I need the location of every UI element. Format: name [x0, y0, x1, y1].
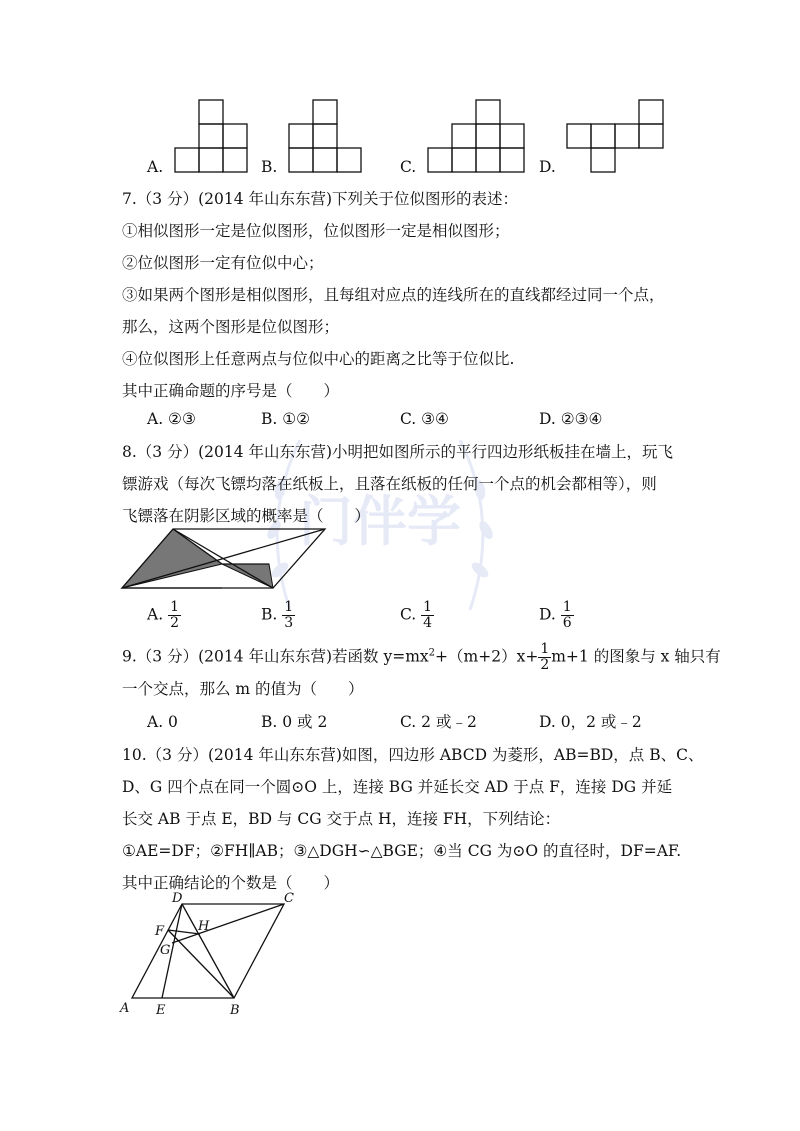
- point-label-f: F: [155, 924, 165, 939]
- point-label-e: E: [156, 1003, 166, 1018]
- q8-option-c-label: C.: [400, 605, 417, 624]
- q9-options: [0, 711, 800, 735]
- q8-option-a[interactable]: [147, 600, 181, 631]
- q8-parallelogram-figure: [118, 527, 330, 591]
- q8-line-1: 8.（3 分）(2014 年山东东营)小明把如图所示的平行四边形纸板挂在墙上，玩飞: [122, 443, 674, 461]
- q7-option-b[interactable]: B. ①②: [261, 410, 311, 428]
- q8-line-2: 镖游戏（每次飞镖均落在纸板上，且落在纸板的任何一个点的机会都相等），则: [122, 475, 657, 493]
- point-label-b: B: [230, 1003, 240, 1018]
- q8-option-b-label: B.: [261, 605, 278, 624]
- q9-func-a: y=mx: [383, 647, 429, 666]
- q7-statement-3b: 那么，这两个图形是位似图形；: [122, 318, 340, 336]
- q9-fraction: $\frac{1}{2}$: [540, 641, 550, 673]
- q9-line-2: 一个交点，那么 m 的值为（ ）: [122, 680, 364, 698]
- q9-option-c[interactable]: C. 2 或﹣2: [400, 713, 477, 731]
- q10-rhombus-figure: [114, 890, 304, 1018]
- q7-stem: 7.（3 分）(2014 年山东东营)下列关于位似图形的表述：: [122, 190, 519, 208]
- q6-figure-b: [288, 99, 364, 173]
- q7-statement-4: ④位似图形上任意两点与位似中心的距离之比等于位似比.: [122, 350, 515, 368]
- q10-line-3: 长交 AB 于点 E，BD 与 CG 交于点 H，连接 FH，下列结论：: [122, 810, 561, 828]
- q6-figure-c: [427, 99, 527, 173]
- q6-option-d-label: D.: [539, 158, 556, 176]
- q9-func-sup: 2: [428, 647, 436, 659]
- q8-option-d-label: D.: [539, 605, 556, 624]
- q7-option-c[interactable]: C. ③④: [400, 410, 449, 428]
- q7-options: [0, 408, 800, 432]
- q8-options: [0, 594, 800, 630]
- q7-option-a[interactable]: A. ②③: [147, 410, 196, 428]
- q8-line-3: 飞镖落在阴影区域的概率是（ ）: [122, 507, 371, 525]
- q10-line-4: ①AE=DF；②FH∥AB；③△DGH∽△BGE；④当 CG 为⊙O 的直径时，DF=AF.: [122, 842, 682, 860]
- watermark-text: 门伴学: [299, 489, 461, 553]
- q8-shaded-right: [222, 564, 273, 588]
- q9-option-d[interactable]: D. 0，2 或﹣2: [539, 713, 642, 731]
- q8-option-a-fraction: $\frac{1}{2}$: [170, 599, 179, 631]
- q6-option-b-label: B.: [261, 158, 278, 176]
- q6-option-a-label: A.: [147, 158, 164, 176]
- q8-option-b[interactable]: [261, 600, 295, 631]
- q9-line-1: [122, 642, 721, 673]
- q6-figure-a: [174, 99, 250, 173]
- point-label-c: C: [284, 891, 294, 906]
- q8-shaded-left: [122, 529, 222, 588]
- q8-option-c-fraction: $\frac{1}{4}$: [423, 599, 433, 631]
- q9-prefix: 9.（3 分）(2014 年山东东营)若函数: [122, 647, 384, 666]
- q8-option-d[interactable]: [539, 600, 574, 631]
- q7-statement-3a: ③如果两个图形是相似图形，且每组对应点的连线所在的直线都经过同一个点，: [122, 286, 665, 304]
- q9-option-b[interactable]: B. 0 或 2: [261, 713, 328, 731]
- q9-option-a[interactable]: A. 0: [147, 713, 178, 731]
- q7-question: 其中正确命题的序号是（ ）: [122, 382, 340, 400]
- q6-option-c-label: C.: [400, 158, 417, 176]
- q7-statement-2: ②位似图形一定有位似中心；: [122, 254, 324, 272]
- q8-option-b-fraction: $\frac{1}{3}$: [284, 599, 294, 631]
- q9-func-b: +（m+2）x+: [435, 647, 539, 666]
- q8-option-a-label: A.: [147, 605, 164, 624]
- q6-figure-d: [566, 99, 666, 173]
- q8-option-c[interactable]: [400, 600, 434, 631]
- q9-func-c: m+1 的图象与 x 轴只有: [551, 647, 721, 666]
- q10-line-2: D、G 四个点在同一个圆⊙O 上，连接 BG 并延长交 AD 于点 F，连接 DG 并延: [122, 778, 673, 796]
- point-label-d: D: [172, 891, 183, 906]
- point-label-h: H: [198, 919, 210, 934]
- q7-option-d[interactable]: D. ②③④: [539, 410, 603, 428]
- point-label-g: G: [160, 943, 171, 958]
- q10-line-1: 10.（3 分）(2014 年山东东营)如图，四边形 ABCD 为菱形，AB=BD，点 B、C、: [122, 746, 704, 764]
- point-label-a: A: [120, 1001, 130, 1016]
- q8-option-d-fraction: $\frac{1}{6}$: [562, 599, 572, 631]
- q10-line-5: 其中正确结论的个数是（ ）: [122, 874, 340, 892]
- q7-statement-1: ①相似图形一定是位似图形，位似图形一定是相似图形；: [122, 222, 510, 240]
